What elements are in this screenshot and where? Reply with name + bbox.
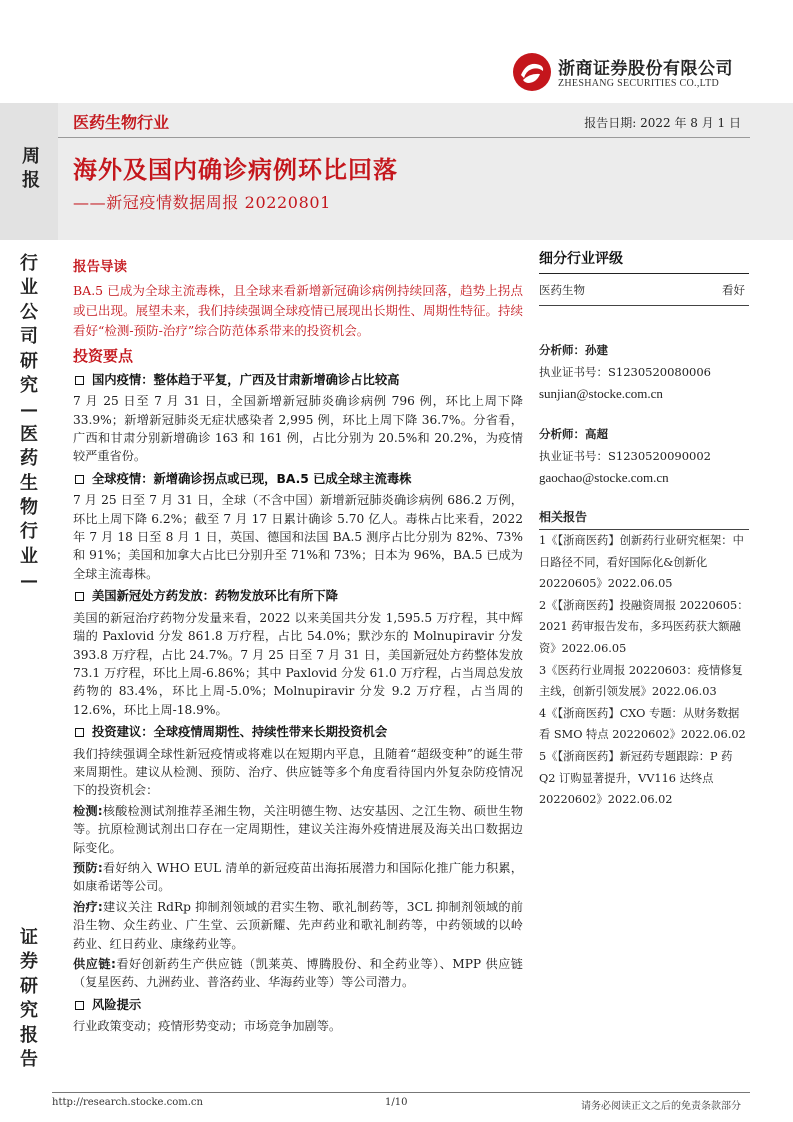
footer-url[interactable]: http://research.stocke.com.cn (52, 1097, 203, 1108)
side-label-bottom: 证券研究报告 (20, 927, 38, 1071)
analyst-block (539, 342, 749, 402)
date-value: 2022 年 8 月 1 日 (640, 116, 741, 130)
checkbox-bullet-icon (75, 376, 84, 385)
related-list (539, 530, 749, 811)
prevent-label: 预防: (73, 860, 103, 875)
page-title: 海外及国内确诊病例环比回落 (73, 156, 398, 184)
detect-label: 检测: (73, 803, 103, 818)
section-text: 7 月 25 日至 7 月 31 日，全球（不含中国）新增新冠肺炎确诊病例 686.2 万例，环比上周下降 6.2%；截至 7 月 17 日累计确诊 5.70 亿人。毒株占比来看，2022 年 7 月 18 日至 8 月 1 日，英国、德国和法国 BA.5 测序占比分别为 82%、73%和 91%；美国和加拿大占比已分别升至 71%和 73%；日本为 96%，BA.5 已成为全球主流毒株。 (73, 493, 523, 581)
section-title: 全球疫情：新增确诊拐点或已现，BA.5 已成全球主流毒株 (92, 471, 412, 486)
treat-label: 治疗: (73, 899, 103, 914)
analyst-email[interactable]: gaochao@stocke.com.cn (539, 470, 669, 485)
risk-text: 行业政策变动；疫情形势变动；市场竞争加剧等。 (73, 1019, 342, 1034)
analyst-cert: 执业证书号：S1230520080006 (539, 365, 711, 379)
related-heading: 相关报告 (539, 508, 749, 530)
company-name-en: ZHESHANG SECURITIES CO.,LTD (558, 78, 720, 89)
checkbox-bullet-icon (75, 592, 84, 601)
analyst-name: 分析师：高超 (539, 427, 608, 441)
zheshang-logo-icon (512, 52, 552, 92)
rating-sector: 医药生物 (539, 283, 585, 297)
analyst-cert: 执业证书号：S1230520090002 (539, 449, 711, 463)
investment-supply (73, 955, 523, 992)
sidebar (539, 248, 749, 811)
prevent-text: 看好纳入 WHO EUL 清单的新冠疫苗出海拓展潜力和国际化推广能力积累，如康希诺等公司。 (73, 860, 523, 894)
checkbox-bullet-icon (75, 728, 84, 737)
section-us-drugs (73, 587, 523, 605)
footer-disclaimer: 请务必阅读正文之后的免责条款部分 (581, 1101, 741, 1112)
date-label: 报告日期: (584, 116, 637, 130)
supply-text: 看好创新药生产供应链（凯莱英、博腾股份、和全药业等）、MPP 供应链（复星医药、九洲药业、普洛药业、华海药业等）等公司潜力。 (73, 957, 523, 990)
rating-row (539, 274, 749, 306)
company-logo (512, 52, 744, 98)
page-number: 1/10 (385, 1097, 408, 1108)
investment-intro: 我们持续强调全球性新冠疫情或将难以在短期内平息，且随着“超级变种”的诞生带来周期性。建议从检测、预防、治疗、供应链等多个角度看待国内外复杂防疫情况下的投资机会： (73, 746, 523, 798)
section-investment (73, 723, 523, 741)
section-text: 7 月 25 日至 7 月 31 日，全国新增新冠肺炎确诊病例 796 例，环比上周下降 33.9%；新增新冠肺炎无症状感染者 2,995 例，环比上周下降 36.7%。分省看，广西和甘肃分别新增确诊 163 和 161 例，占比分别为 20.5%和 20.2%，为疫情较严重省份。 (73, 394, 523, 464)
main-content (73, 258, 523, 1038)
section-title: 国内疫情：整体趋于平复，广西及甘肃新增确诊占比较高 (92, 372, 400, 387)
analyst-email[interactable]: sunjian@stocke.com.cn (539, 386, 663, 401)
footer-divider (52, 1092, 750, 1093)
rating-heading: 细分行业评级 (539, 248, 749, 274)
analyst-name: 分析师：孙建 (539, 343, 608, 357)
section-domestic (73, 371, 523, 389)
investment-treat (73, 898, 523, 953)
related-report-item[interactable]: 4《【浙商医药】CXO 专题：从财务数据看 SMO 特点 20220602》2022.06.02 (539, 706, 746, 742)
report-type: 周报 (22, 146, 40, 191)
analyst-block (539, 426, 749, 486)
related-report-item[interactable]: 1《【浙商医药】创新药行业研究框架：中日路径不同，看好国际化&创新化 20220605》2022.06.05 (539, 534, 744, 591)
report-date (584, 114, 741, 131)
related-report-item[interactable]: 3《医药行业周报 20220603：疫情修复主线，创新引领发展》2022.06.03 (539, 663, 743, 699)
section-title: 风险提示 (92, 997, 142, 1012)
header-divider (58, 137, 750, 138)
rating-value: 看好 (722, 283, 745, 297)
section-title: 美国新冠处方药发放：药物发放环比有所下降 (92, 589, 338, 604)
related-reports (539, 508, 749, 811)
investment-prevent (73, 859, 523, 896)
guide-text: BA.5 已成为全球主流毒株，且全球来看新增新冠确诊病例持续回落，趋势上拐点或已出现。展望未来，我们持续强调全球疫情已展现出长期性、周期性特征。持续看好“检测-预防-治疗”综合防范体系带来的投资机会。 (73, 283, 524, 339)
section-risk (73, 996, 523, 1014)
detect-text: 核酸检测试剂推荐圣湘生物，关注明德生物、达安基因、之江生物、硕世生物等。抗原检测试剂出口存在一定周期性，建议关注海外疫情进展及海关出口数据边际变化。 (73, 803, 524, 855)
investment-detect (73, 802, 523, 857)
page-subtitle: ——新冠疫情数据周报 20220801 (73, 193, 331, 212)
related-report-item[interactable]: 2《【浙商医药】投融资周报 20220605：2021 药审报告发布，多玛医药获大额融资》2022.06.05 (539, 598, 749, 655)
section-text: 美国的新冠治疗药物分发量来看，2022 以来美国共分发 1,595.5 万疗程，其中辉瑞的 Paxlovid 分发 861.8 万疗程，占比 54.0%；默沙东的 Molnupiravir 分发 393.8 万疗程，占比 24.7%。7 月 25 日至 7 月 31 日，美国新冠处方药整体发放 73.1 万疗程，环比上周-6.86%；其中 Paxlovid 分发 61.0 万疗程，占当周总发放药物的 83.4%，环比上周-5.0%；Molnupiravir 分发 9.2 万疗程，占当周的 12.6%，环比上周-18.9%。 (73, 610, 523, 717)
points-heading: 投资要点 (73, 347, 134, 366)
industry-label: 医药生物行业 (73, 113, 170, 132)
guide-heading: 报告导读 (73, 259, 127, 275)
checkbox-bullet-icon (75, 475, 84, 484)
side-label-top: 行业公司研究—医药生物行业— (20, 253, 38, 592)
section-title: 投资建议：全球疫情周期性、持续性带来长期投资机会 (92, 725, 388, 740)
related-report-item[interactable]: 5《【浙商医药】新冠药专题跟踪：P 药 Q2 订购显著提升，VV116 达终点 20220602》2022.06.02 (539, 749, 733, 807)
section-global (73, 470, 523, 488)
company-name-cn: 浙商证券股份有限公司 (558, 59, 733, 79)
treat-text: 建议关注 RdRp 抑制剂领域的君实生物、歌礼制药等，3CL 抑制剂领域的前沿生物、众生药业、广生堂、云顶新耀、先声药业和歌礼制药等，中药领域的以岭药业、红日药业、康缘药业等。 (73, 899, 523, 951)
checkbox-bullet-icon (75, 1001, 84, 1010)
supply-label: 供应链: (73, 957, 116, 971)
